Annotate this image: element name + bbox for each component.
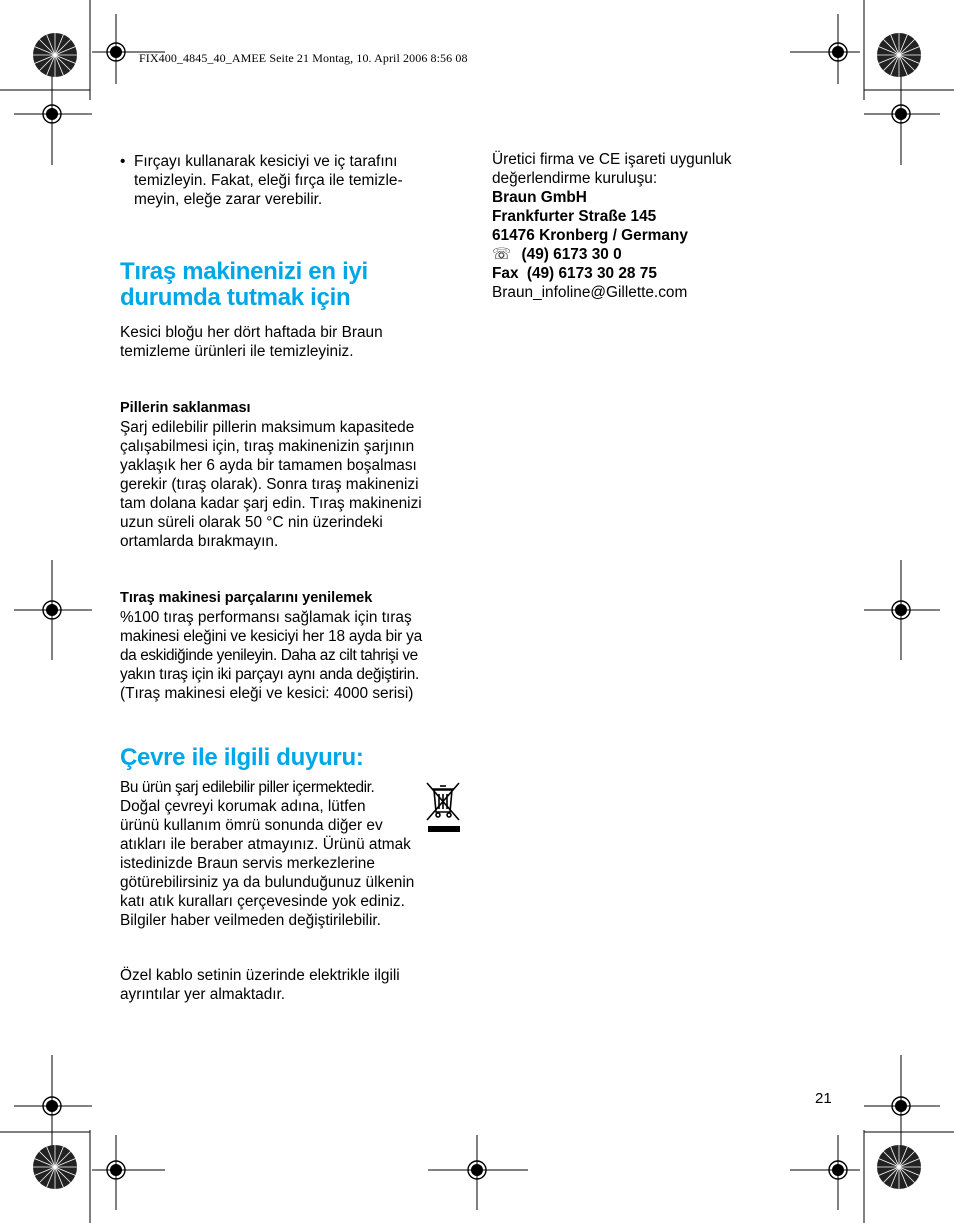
text-line: tam dolana kadar şarj edin. Tıraş makinenizi (120, 495, 422, 512)
cleaning-bullet (120, 152, 464, 209)
text-line: (Tıraş makinesi eleği ve kesici: 4000 serisi) (120, 685, 414, 702)
fax-line (492, 264, 832, 283)
text-line: yakın tıraş için iki parçayı aynı anda değiştirin. (120, 666, 419, 683)
text-line: gerekir (tıraş olarak). Sonra tıraş makinenizi (120, 476, 419, 493)
street-address: Frankfurter Straße 145 (492, 208, 657, 225)
text-line: %100 tıraş performansı sağlamak için tıraş (120, 609, 412, 626)
text-line: makinesi eleğini ve kesiciyi her 18 ayda bir ya (120, 628, 422, 645)
text-line: uzun süreli olarak 50 °C nin üzerindeki (120, 514, 383, 531)
text-line: katı atık kuralları çerçevesinde yok ediniz. (120, 893, 405, 910)
bullet-line: Fırçayı kullanarak kesiciyi ve iç tarafını (134, 153, 398, 170)
environment-heading: Çevre ile ilgili duyuru: (120, 744, 364, 771)
print-info: FIX400_4845_40_AMEE Seite 21 Montag, 10. April 2006 8:56 08 (139, 51, 468, 65)
text-line: da eskidiğinde yenileyin. Daha az cilt tahrişi ve (120, 647, 418, 664)
phone-line (492, 245, 832, 264)
maintenance-text (120, 323, 470, 361)
text-line: çalışabilmesi için, tıraş makinenizin şarjının (120, 438, 415, 455)
page-number: 21 (815, 1090, 832, 1107)
bullet-dot: • (120, 153, 126, 170)
fax-label: Fax (492, 265, 519, 282)
text-line: temizleme ürünleri ile temizleyiniz. (120, 343, 354, 360)
text-line: istedinizde Braun servis merkezlerine (120, 855, 375, 872)
text-line: Üretici firma ve CE işareti uygunluk (492, 151, 732, 168)
environment-text (120, 778, 450, 930)
heading-line: Tıraş makinenizi en iyi (120, 258, 368, 285)
text-line: atıkları ile beraber atmayınız. Ürünü atmak (120, 836, 411, 853)
text-line: Şarj edilebilir pillerin maksimum kapasitede (120, 419, 415, 436)
text-line: ürünü kullanım ömrü sonunda diğer ev (120, 817, 383, 834)
heading-line: durumda tutmak için (120, 284, 351, 311)
cable-text (120, 966, 470, 1004)
manufacturer-block (492, 150, 832, 302)
email-address: Braun_infoline@Gillette.com (492, 284, 688, 301)
city-address: 61476 Kronberg / Germany (492, 227, 688, 244)
text-line: götürebilirsiniz ya da bulunduğunuz ülkenin (120, 874, 415, 891)
text-line: değerlendirme kuruluşu: (492, 170, 658, 187)
phone-icon: ☏ (492, 245, 512, 263)
battery-title: Pillerin saklanması (120, 400, 251, 416)
phone-number: (49) 6173 30 0 (521, 246, 622, 263)
parts-title: Tıraş makinesi parçalarını yenilemek (120, 590, 373, 606)
text-line: Kesici bloğu her dört haftada bir Braun (120, 324, 383, 341)
parts-section (120, 589, 465, 703)
battery-section (120, 399, 470, 551)
fax-number: (49) 6173 30 28 75 (526, 265, 657, 282)
bullet-line: temizleyin. Fakat, eleği fırça ile temizle- (134, 172, 403, 189)
text-line: Doğal çevreyi korumak adına, lütfen (120, 798, 366, 815)
text-line: ortamlarda bırakmayın. (120, 533, 279, 550)
text-line: Özel kablo setinin üzerinde elektrikle ilgili (120, 967, 400, 984)
bullet-line: meyin, eleğe zarar verebilir. (134, 191, 323, 208)
text-line: Bu ürün şarj edilebilir piller içermektedir. (120, 779, 375, 796)
text-line: yaklaşık her 6 ayda bir tamamen boşalması (120, 457, 417, 474)
text-line: Bilgiler haber veilmeden değiştirilebilir. (120, 912, 381, 929)
text-line: ayrıntılar yer almaktadır. (120, 986, 286, 1003)
company-name: Braun GmbH (492, 189, 587, 206)
crossed-out-wheelie-bin-icon (424, 780, 462, 834)
maintenance-heading (120, 259, 470, 311)
